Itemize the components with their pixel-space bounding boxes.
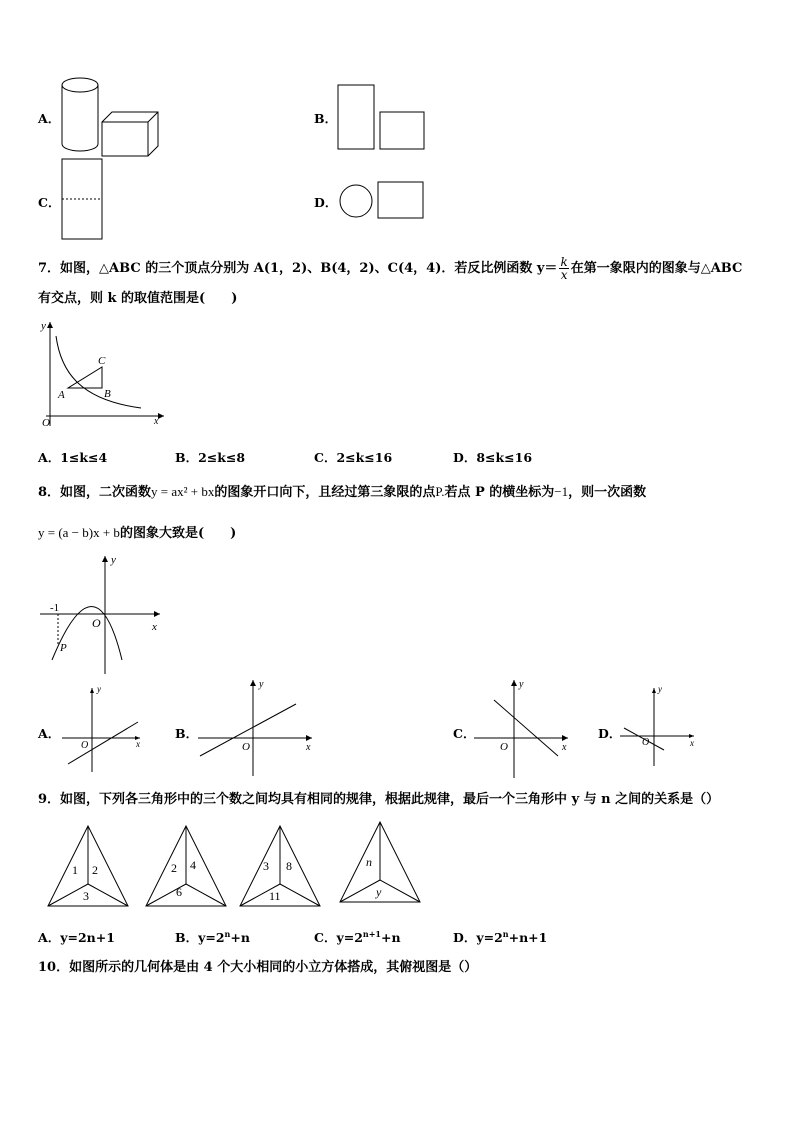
q8-option-b-origin-label: O: [242, 741, 250, 753]
q6-option-b-label: B．: [314, 111, 338, 126]
q7-option-a: A．1≤k≤4: [38, 450, 108, 465]
q8-option-d-x-label: x: [690, 738, 694, 748]
q8-option-c-y-label: y: [519, 679, 524, 690]
q8-option-a-x-label: x: [136, 739, 140, 749]
q6-option-d-figure: [338, 180, 428, 222]
q8-point-p-label: P: [60, 642, 67, 654]
q7-point-b-label: B: [104, 388, 111, 400]
q7-stem-prefix: 7．如图，△ABC 的三个顶点分别为 A(1，2)、B(4，2)、C(4，4)．若反比例函数 y＝: [38, 261, 558, 276]
q7-fraction-numerator: k: [560, 255, 568, 269]
q6-option-c-label: C．: [38, 195, 61, 210]
q7-point-a-label: A: [58, 389, 65, 401]
q8-option-c-graph: [474, 676, 574, 780]
q7-stem-suffix: 在第一象限内的图象与△ABC: [570, 261, 743, 276]
q8-option-b-graph: [198, 676, 318, 778]
q9-option-b: [175, 928, 250, 946]
q9-t4-bottom-symbol: y: [376, 885, 382, 899]
q9-option-d-label: D．: [453, 930, 477, 945]
q9-option-a: [38, 928, 115, 946]
q8-option-c-label: C．: [453, 726, 476, 741]
q9-option-d-exponent: n: [502, 928, 509, 939]
q9-option-c-exponent: n+1: [362, 928, 381, 939]
q8-y-axis-label: y: [111, 554, 116, 566]
q9-option-d-tail: +n+1: [508, 930, 548, 945]
q9-triangle-3: [236, 824, 326, 910]
q9-t2-left-number: 2: [171, 861, 177, 875]
q9-triangle-1: [44, 824, 134, 910]
q9-stem: 9．如图，下列各三角形中的三个数之间均具有相同的规律，根据此规律，最后一个三角形中 y 与 n 之间的关系是（）: [38, 792, 720, 807]
q8-parabola-graph: [36, 550, 166, 680]
q9-t2-bottom-number: 6: [176, 885, 182, 899]
q8-option-b-y-label: y: [259, 679, 264, 690]
q8-option-b-label: B．: [175, 726, 199, 741]
q8-x-axis-label: x: [152, 621, 157, 633]
q9-t2-right-number: 4: [190, 858, 196, 872]
q8-option-d-y-label: y: [658, 684, 662, 694]
q7-fraction-denominator: x: [560, 268, 568, 282]
q8-linear-formula: y = (a − b)x + b: [38, 525, 120, 540]
q8-stem-part3: 若点 P 的横坐标为: [444, 485, 555, 500]
q8-option-c-x-label: x: [562, 742, 567, 753]
q9-t1-right-number: 2: [92, 863, 98, 877]
q9-option-d: [453, 928, 547, 946]
q7-stem-line1: [38, 256, 742, 281]
q8-option-a-origin-label: O: [81, 740, 89, 751]
q8-stem-line2: [38, 525, 236, 542]
q8-point-p: P.: [435, 484, 445, 499]
q7-stem-line2: 有交点，则 k 的取值范围是( ): [38, 291, 238, 306]
q7-point-c-label: C: [98, 355, 106, 367]
q8-stem-line1: [38, 484, 646, 501]
q8-option-b-x-label: x: [306, 742, 311, 753]
q6-option-a-label: A．: [38, 111, 61, 126]
q9-option-a-formula: y=2n+1: [60, 930, 115, 945]
q8-option-d-graph: [620, 684, 700, 768]
q10-stem: 10．如图所示的几何体是由 4 个大小相同的小立方体搭成，其俯视图是（）: [38, 960, 478, 975]
q9-t4-left-symbol: n: [366, 855, 372, 869]
q7-x-axis-label: x: [154, 416, 159, 427]
q8-stem-part4: ，则一次函数: [568, 485, 647, 500]
q9-option-a-label: A．: [38, 930, 61, 945]
q9-option-b-label: B．: [175, 930, 199, 945]
q6-option-b-figure: [336, 84, 428, 152]
q9-option-c-base: y=2: [336, 930, 363, 945]
q9-triangle-4: [336, 820, 426, 906]
q9-option-c-label: C．: [314, 930, 337, 945]
q7-option-d: D．8≤k≤16: [453, 450, 533, 465]
q9-t1-bottom-number: 3: [83, 889, 89, 903]
q7-origin-label: O: [42, 417, 50, 429]
q6-option-c-figure: [60, 158, 106, 242]
q8-option-d-label: D．: [598, 726, 622, 741]
q7-option-b: B．2≤k≤8: [175, 450, 246, 465]
q8-stem-part2: 的图象开口向下，且经过第三象限的点: [214, 485, 436, 500]
q6-option-d-label: D．: [314, 195, 338, 210]
q8-option-a-label: A．: [38, 726, 61, 741]
q9-option-c: [314, 928, 401, 946]
q7-fraction-k-over-x: [559, 256, 568, 281]
q9-t3-bottom-number: 11: [269, 889, 281, 903]
q9-t3-right-number: 8: [286, 859, 292, 873]
q9-t3-left-number: 3: [263, 859, 269, 873]
q8-option-a-y-label: y: [97, 684, 101, 694]
q9-option-b-exponent: n: [224, 928, 231, 939]
q9-t1-left-number: 1: [72, 863, 78, 877]
q8-option-a-graph: [62, 684, 146, 774]
q9-option-c-tail: +n: [380, 930, 401, 945]
q8-minus-one: −1: [554, 484, 569, 499]
q8-minus-one-label: -1: [50, 602, 60, 614]
q8-quadratic-formula: y = ax² + bx: [151, 484, 215, 499]
q8-origin-label: O: [92, 616, 101, 630]
q9-option-b-tail: +n: [230, 930, 250, 945]
q8-option-c-origin-label: O: [500, 741, 508, 753]
q8-stem-part1: 8．如图，二次函数: [38, 485, 152, 500]
q7-graph: [36, 318, 166, 428]
q9-option-d-base: y=2: [476, 930, 503, 945]
q8-option-d-origin-label: O: [642, 737, 650, 748]
q7-y-axis-label: y: [41, 320, 46, 332]
q6-option-a-figure: [60, 74, 170, 160]
q9-triangle-2: [142, 824, 232, 910]
q8-stem-part5: 的图象大致是( ): [119, 526, 237, 541]
q9-option-b-base: y=2: [198, 930, 225, 945]
q7-option-c: C．2≤k≤16: [314, 450, 393, 465]
